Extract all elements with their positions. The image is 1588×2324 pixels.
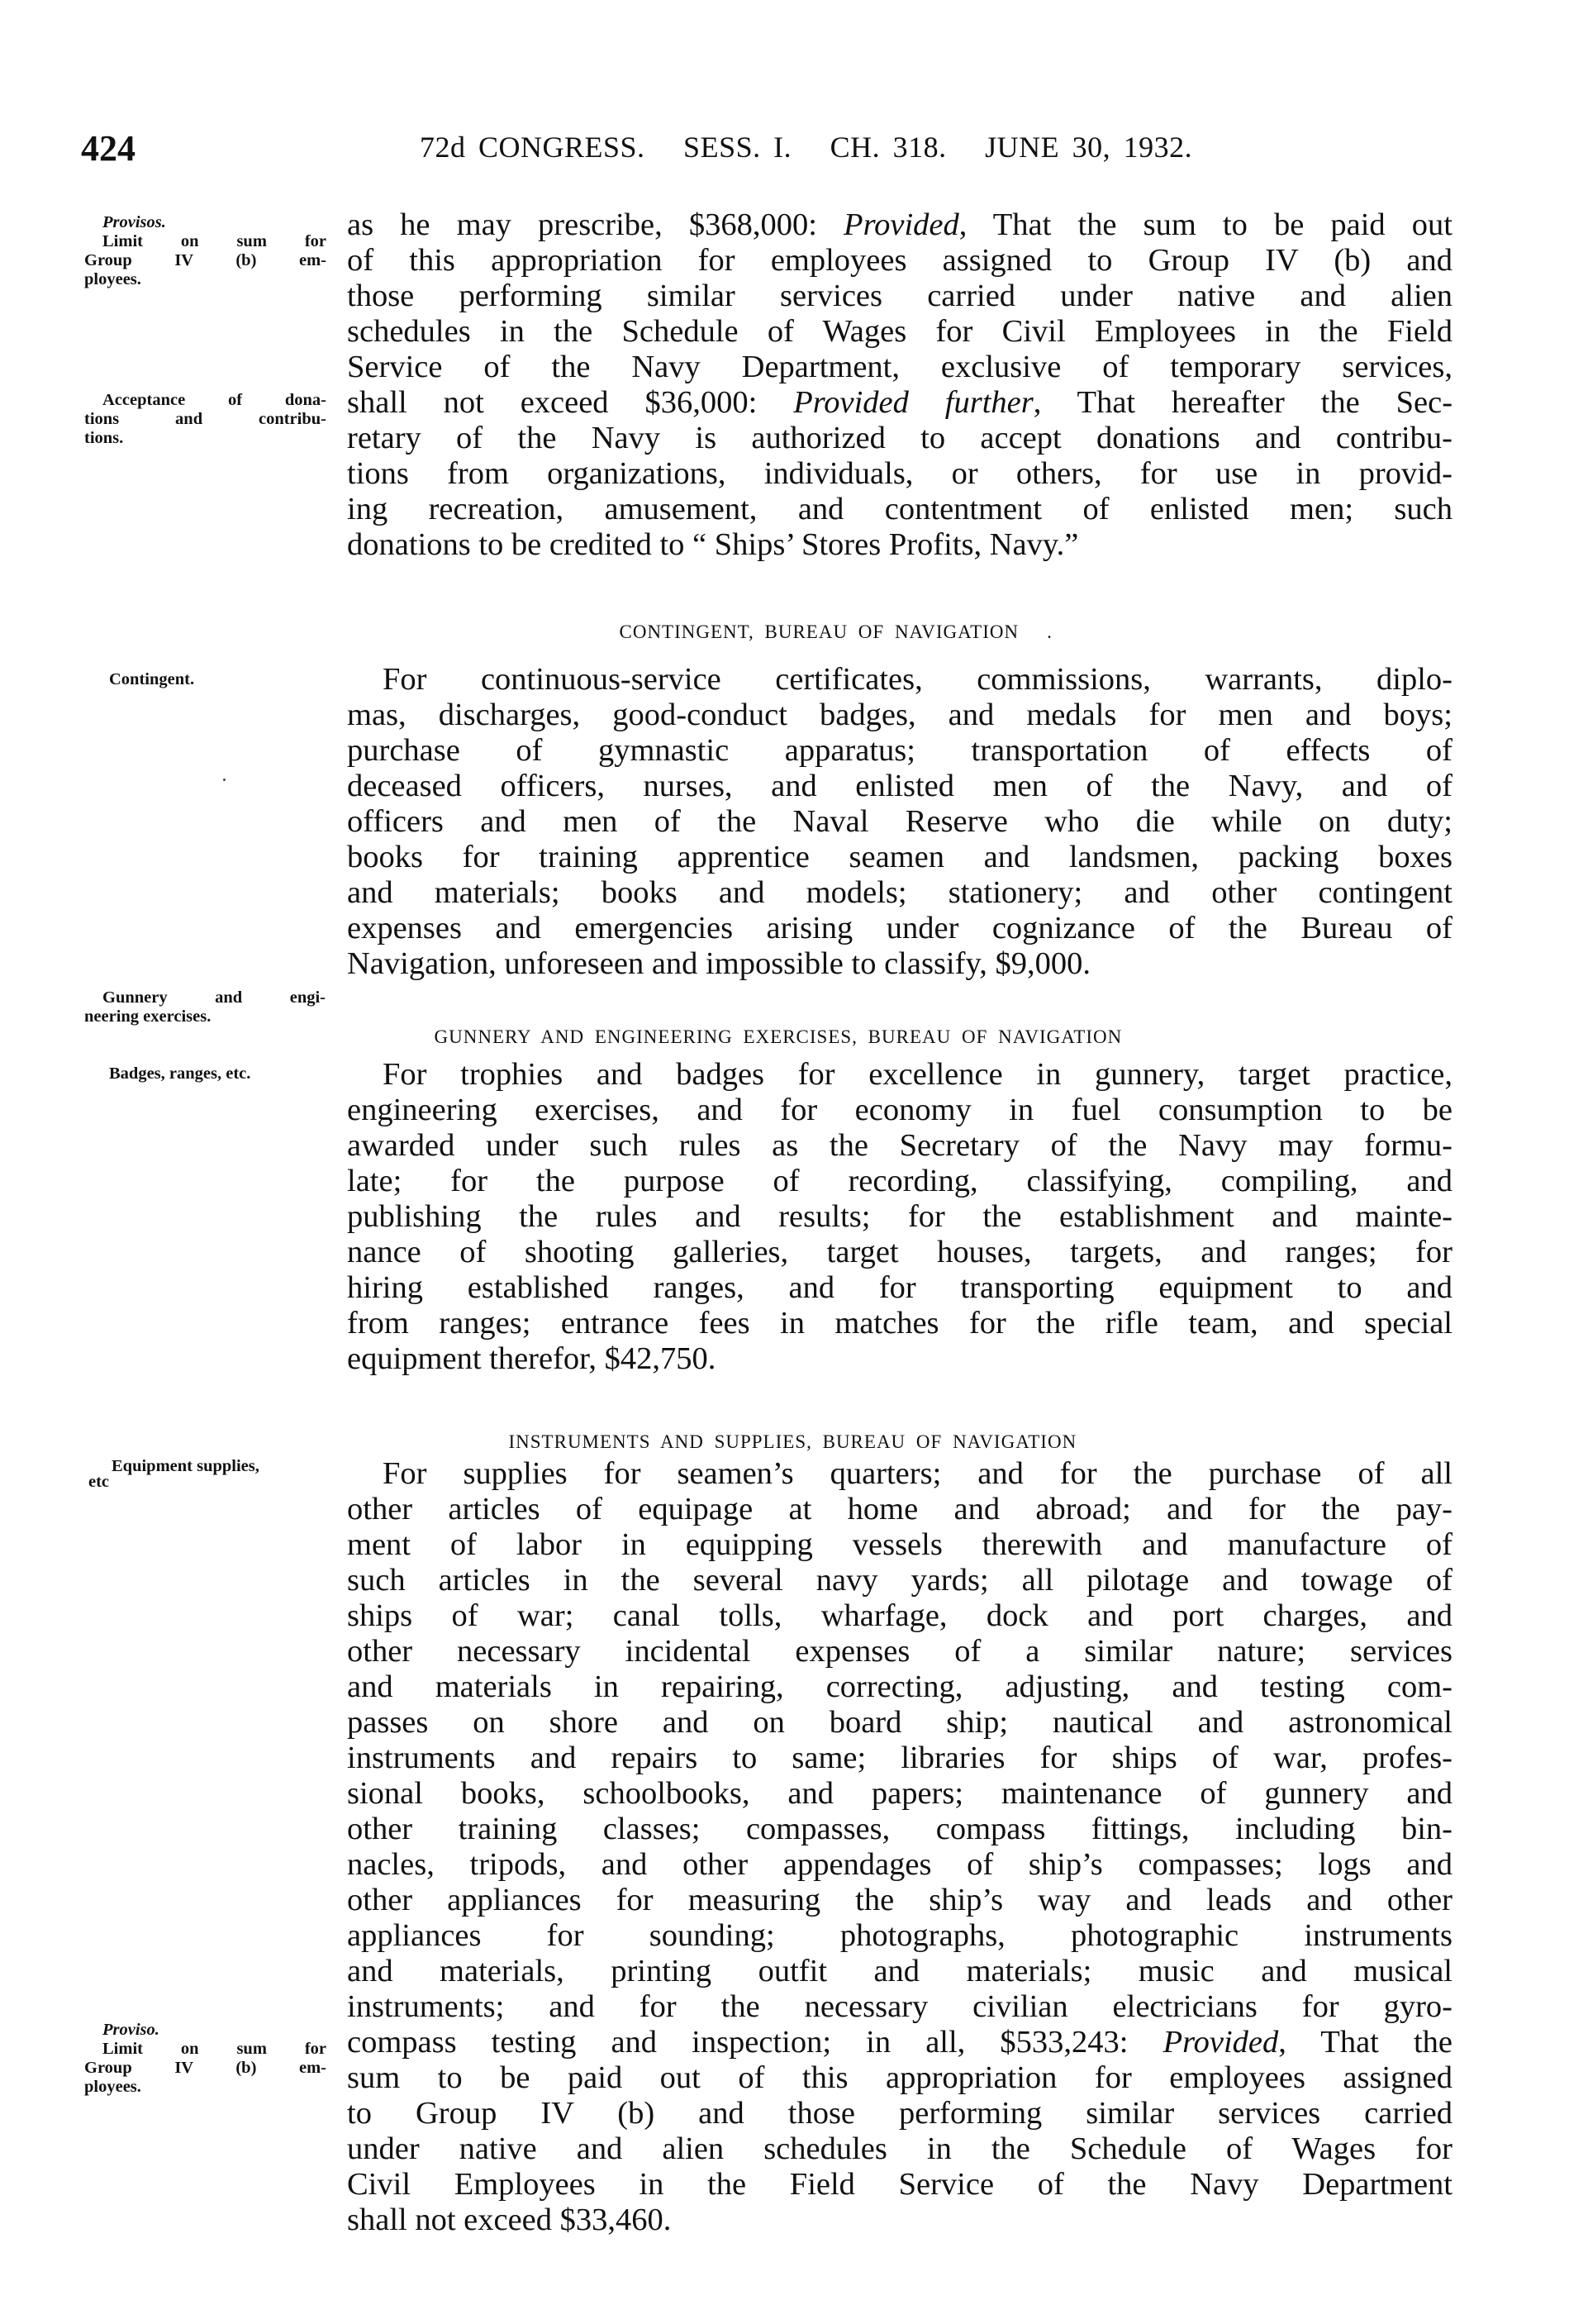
text-line: officers and men of the Naval Reserve who die while on duty;: [347, 804, 1452, 839]
text-line: other necessary incidental expenses of a similar nature; services: [347, 1634, 1452, 1669]
text-line: [347, 2025, 1452, 2060]
text-line: awarded under such rules as the Secretary of the Navy may formu-: [347, 1128, 1452, 1163]
heading-stray-mark: .: [1047, 621, 1053, 642]
text-line: and materials; books and models; stationery; and other contingent: [347, 875, 1452, 910]
text-line: Civil Employees in the Field Service of the Navy Department: [347, 2167, 1452, 2202]
text-line: For trophies and badges for excellence in gunnery, target practice,: [383, 1057, 1452, 1092]
text-run: shall not exceed $36,000:: [347, 385, 794, 420]
text-line: tions from organizations, individuals, or others, for use in provid-: [347, 456, 1452, 491]
margin-note-line: ployees.: [84, 2078, 141, 2096]
margin-note-gunnery: [84, 988, 326, 1026]
margin-note-line: Acceptance of dona-: [102, 391, 326, 409]
text-line: those performing similar services carried under native and alien: [347, 279, 1452, 313]
text-line: books for training apprentice seamen and landsmen, packing boxes: [347, 840, 1452, 874]
section-heading-contingent: [598, 600, 1053, 643]
text-line: other training classes; compasses, compass fittings, including bin-: [347, 1812, 1452, 1846]
text-line: passes on shore and on board ship; nautical and astronomical: [347, 1705, 1452, 1740]
text-line: instruments and repairs to same; libraries for ships of war, profes-: [347, 1741, 1452, 1775]
text-line: of this appropriation for employees assigned to Group IV (b) and: [347, 243, 1452, 278]
text-run: compass testing and inspection; in all, $533,243:: [347, 2025, 1163, 2060]
margin-note-contingent: [109, 670, 274, 689]
italic-provided: Provided: [1162, 2025, 1279, 2060]
margin-note-line: Contingent.: [109, 670, 195, 688]
text-line: publishing the rules and results; for the establishment and mainte-: [347, 1199, 1452, 1234]
text-line: under native and alien schedules in the Schedule of Wages for: [347, 2131, 1452, 2166]
text-line: hiring established ranges, and for transporting equipment to and: [347, 1270, 1452, 1305]
text-run: as he may prescribe, $368,000:: [347, 207, 844, 242]
text-line: shall not exceed $33,460.: [347, 2203, 672, 2237]
margin-note-line: tions.: [84, 429, 124, 447]
text-line: Navigation, unforeseen and impossible to classify, $9,000.: [347, 946, 1091, 981]
text-line: ment of labor in equipping vessels therewith and manufacture of: [347, 1527, 1452, 1562]
margin-note-proviso: [84, 2021, 326, 2097]
page-number: 424: [81, 128, 136, 169]
running-head: 72d CONGRESS. SESS. I. CH. 318. JUNE 30, 1932.: [420, 131, 1193, 164]
text-line: engineering exercises, and for economy in fuel consumption to be: [347, 1093, 1452, 1127]
margin-note-line: Limit on sum for: [102, 2040, 326, 2058]
margin-note-line: ployees.: [84, 270, 141, 288]
text-line: instruments; and for the necessary civilian electricians for gyro-: [347, 1989, 1452, 2024]
section-heading-instruments: [487, 1410, 1077, 1453]
paragraph-gunnery: [347, 1057, 1452, 1377]
margin-note-label: Provisos.: [102, 213, 166, 231]
text-line: retary of the Navy is authorized to accept donations and contribu-: [347, 421, 1452, 455]
text-line: Service of the Navy Department, exclusive of temporary services,: [347, 350, 1452, 384]
margin-note-provisos: [84, 213, 326, 289]
text-run: , That hereafter the Sec-: [1033, 385, 1453, 420]
paragraph-instruments: [347, 1456, 1452, 2238]
margin-note-label: Proviso.: [102, 2021, 159, 2039]
text-line: expenses and emergencies arising under cognizance of the Bureau of: [347, 911, 1452, 945]
heading-text: GUNNERY AND ENGINEERING EXERCISES, BUREAU OF NAVIGATION: [434, 1026, 1123, 1047]
text-line: from ranges; entrance fees in matches for the rifle team, and special: [347, 1306, 1452, 1341]
margin-note-line: Group IV (b) em-: [84, 251, 326, 269]
margin-note-line: Equipment supplies,: [112, 1457, 259, 1475]
margin-note-line: etc: [88, 1473, 110, 1491]
text-line: [347, 207, 1452, 243]
margin-note-acceptance: [84, 391, 326, 448]
margin-note-line: Badges, ranges, etc.: [109, 1064, 251, 1083]
text-line: equipment therefor, $42,750.: [347, 1341, 716, 1376]
text-line: ships of war; canal tolls, wharfage, dock and port charges, and: [347, 1598, 1452, 1633]
text-run: , That the: [1278, 2025, 1452, 2060]
margin-note-line: Limit on sum for: [102, 232, 326, 250]
text-line: and materials in repairing, correcting, adjusting, and testing com-: [347, 1669, 1452, 1704]
margin-note-line: tions and contribu-: [84, 410, 326, 428]
text-line: For supplies for seamen’s quarters; and for the purchase of all: [383, 1456, 1452, 1491]
margin-note-line: neering exercises.: [84, 1007, 212, 1026]
italic-provided: Provided: [844, 207, 959, 242]
text-line: to Group IV (b) and those performing similar services carried: [347, 2096, 1452, 2131]
heading-text: INSTRUMENTS AND SUPPLIES, BUREAU OF NAVIGATION: [508, 1431, 1077, 1452]
paragraph-intro: [347, 207, 1452, 563]
paragraph-contingent: [347, 662, 1452, 982]
text-line: ing recreation, amusement, and contentment of enlisted men; such: [347, 492, 1452, 526]
margin-note-equipment: [88, 1457, 336, 1492]
text-line: and materials, printing outfit and materials; music and musical: [347, 1954, 1452, 1988]
margin-note-line: Gunnery and engi-: [102, 988, 326, 1007]
text-line: late; for the purpose of recording, classifying, compiling, and: [347, 1164, 1452, 1198]
text-line: appliances for sounding; photographs, photographic instruments: [347, 1918, 1452, 1953]
text-run: , That the sum to be paid out: [958, 207, 1452, 242]
text-line: For continuous-service certificates, commissions, warrants, diplo-: [383, 662, 1452, 697]
text-line: mas, discharges, good-conduct badges, and medals for men and boys;: [347, 698, 1452, 732]
text-line: other articles of equipage at home and abroad; and for the pay-: [347, 1492, 1452, 1526]
italic-provided-further: Provided further: [793, 385, 1034, 420]
text-line: such articles in the several navy yards; all pilotage and towage of: [347, 1563, 1452, 1598]
text-line: nacles, tripods, and other appendages of ship’s compasses; logs and: [347, 1847, 1452, 1882]
print-speck: [223, 779, 226, 781]
heading-text: CONTINGENT, BUREAU OF NAVIGATION: [619, 621, 1020, 642]
text-line: [347, 385, 1452, 421]
text-line: donations to be credited to “ Ships’ Stores Profits, Navy.”: [347, 527, 1079, 562]
margin-note-badges: [109, 1064, 332, 1083]
section-heading-gunnery: [413, 1005, 1122, 1048]
text-line: sum to be paid out of this appropriation for employees assigned: [347, 2060, 1452, 2095]
text-line: purchase of gymnastic apparatus; transportation of effects of: [347, 733, 1452, 768]
text-line: other appliances for measuring the ship’s way and leads and other: [347, 1883, 1452, 1917]
text-line: schedules in the Schedule of Wages for Civil Employees in the Field: [347, 314, 1452, 349]
text-line: deceased officers, nurses, and enlisted men of the Navy, and of: [347, 769, 1452, 803]
text-line: nance of shooting galleries, target houses, targets, and ranges; for: [347, 1235, 1452, 1269]
text-line: sional books, schoolbooks, and papers; maintenance of gunnery and: [347, 1776, 1452, 1811]
margin-note-line: Group IV (b) em-: [84, 2059, 326, 2077]
